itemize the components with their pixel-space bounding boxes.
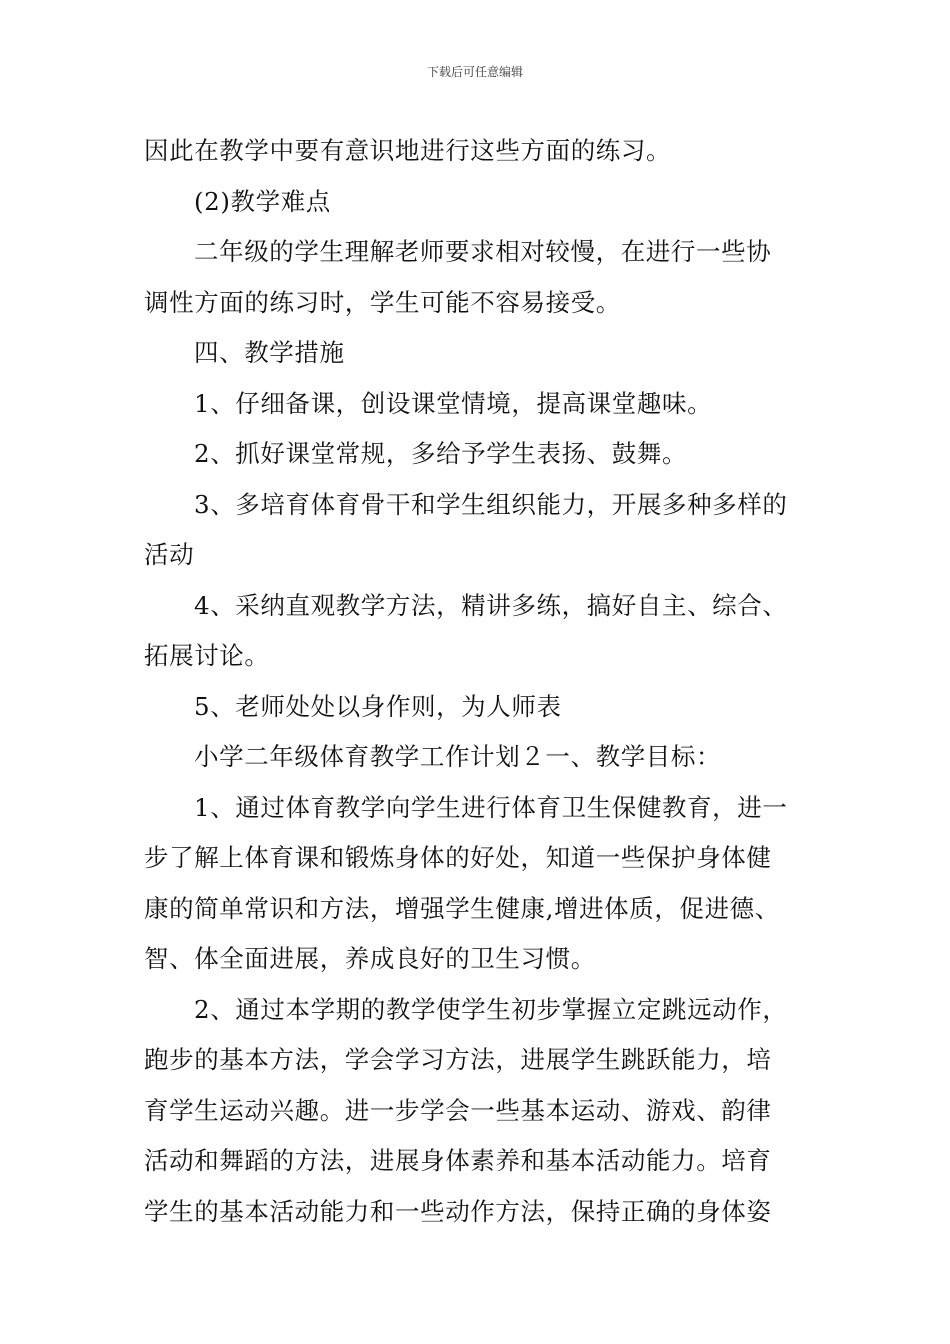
page-header: 下载后可任意编辑	[426, 65, 523, 79]
paragraph-line: 2、通过本学期的教学使学生初步掌握立定跳远动作，	[194, 994, 788, 1024]
paragraph-line: 四、教学措施	[194, 338, 345, 367]
paragraph-line: 二年级的学生理解老师要求相对较慢，在进行一些协	[194, 237, 772, 266]
paragraph-line: (2)教学难点	[194, 186, 331, 216]
paragraph-line: 拓展讨论。	[144, 641, 270, 670]
paragraph-line: 跑步的基本方法，学会学习方法，进展学生跳跃能力，培	[144, 1045, 772, 1074]
paragraph-line: 因此在教学中要有意识地进行这些方面的练习。	[144, 136, 672, 165]
paragraph-line: 3、多培育体育骨干和学生组织能力，开展多种多样的	[194, 489, 788, 519]
paragraph-line: 康的简单常识和方法，增强学生健康,增进体质，促进德、	[144, 893, 780, 923]
paragraph-line: 4、采纳直观教学方法，精讲多练，搞好自主、综合、	[194, 590, 788, 620]
paragraph-line: 2、抓好课堂常规，多给予学生表扬、鼓舞。	[194, 439, 688, 468]
paragraph-line: 智、体全面进展，养成良好的卫生习惯。	[144, 944, 596, 973]
paragraph-line: 活动	[144, 540, 195, 569]
paragraph-line: 调性方面的练习时，学生可能不容易接受。	[144, 287, 621, 317]
paragraph-line: 1、通过体育教学向学生进行体育卫生保健教育，进一	[194, 792, 788, 822]
paragraph-line: 育学生运动兴趣。进一步学会一些基本运动、游戏、韵律	[144, 1095, 772, 1125]
paragraph-line: 活动和舞蹈的方法，进展身体素养和基本活动能力。培育	[144, 1146, 772, 1175]
paragraph-line: 1、仔细备课，创设课堂情境，提高课堂趣味。	[194, 388, 713, 418]
paragraph-line: 小学二年级体育教学工作计划２一、教学目标：	[194, 742, 722, 771]
paragraph-line: 5、老师处处以身作则，为人师表	[194, 691, 562, 721]
document-body	[144, 126, 809, 1237]
paragraph-line: 步了解上体育课和锻炼身体的好处，知道一些保护身体健	[144, 843, 772, 872]
paragraph-line: 学生的基本活动能力和一些动作方法，保持正确的身体姿	[144, 1196, 772, 1226]
